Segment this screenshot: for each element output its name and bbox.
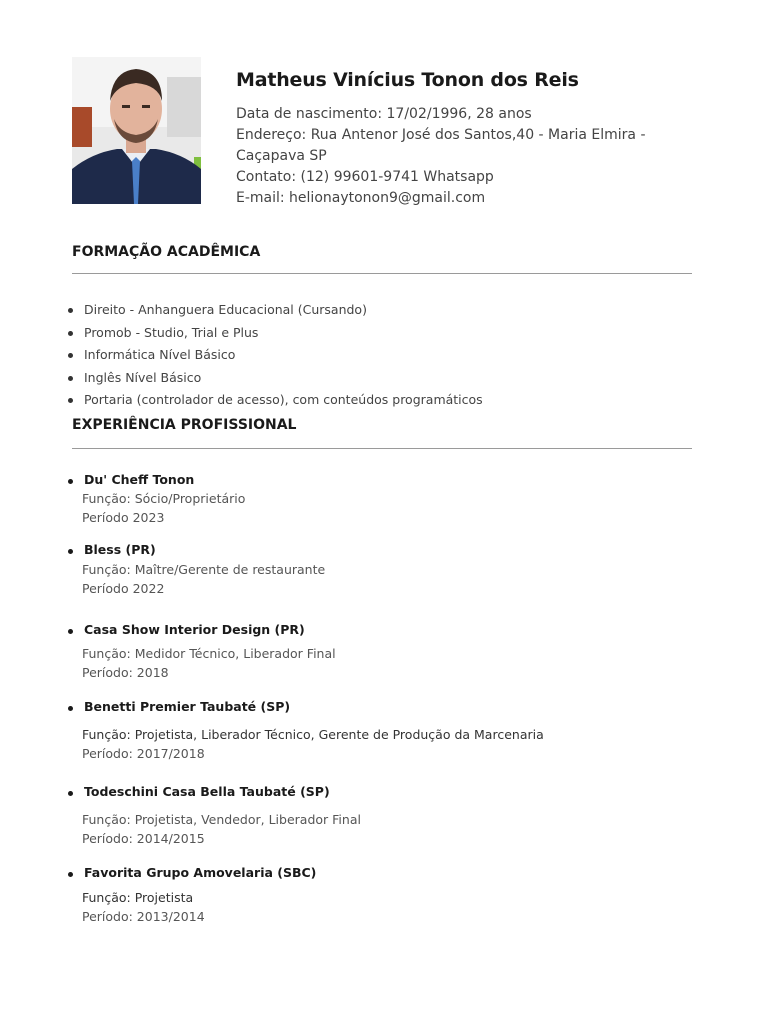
education-heading: FORMAÇÃO ACADÊMICA [72, 244, 261, 260]
job-company: Favorita Grupo Amovelaria (SBC) [66, 865, 316, 880]
job-role: Função: Sócio/Proprietário [82, 491, 246, 506]
job-company: Du' Cheff Tonon [66, 472, 245, 487]
job-company: Bless (PR) [66, 542, 325, 557]
experience-heading: EXPERIÊNCIA PROFISSIONAL [72, 417, 297, 433]
job-role: Função: Medidor Técnico, Liberador Final [82, 646, 336, 661]
job-company: Benetti Premier Taubaté (SP) [66, 699, 544, 714]
birth-date: Data de nascimento: 17/02/1996, 28 anos [236, 106, 532, 122]
address-line-2: Caçapava SP [236, 148, 327, 164]
education-list [66, 299, 483, 412]
job-period: Período: 2018 [82, 665, 169, 680]
job-role: Função: Projetista [82, 890, 194, 905]
job-role: Função: Maître/Gerente de restaurante [82, 562, 326, 577]
job-period: Período: 2014/2015 [82, 831, 205, 846]
job-role: Função: Projetista, Liberador Técnico, Gerente de Produção da Marcenaria [82, 727, 544, 742]
contact-block [236, 104, 676, 209]
email: E-mail: helionaytonon9@gmail.com [236, 190, 486, 206]
job-role: Função: Projetista, Vendedor, Liberador Final [82, 812, 361, 827]
list-item: Promob - Studio, Trial e Plus [66, 322, 483, 345]
experience-divider [72, 448, 692, 449]
job-period: Período 2022 [82, 581, 165, 596]
job-entry [66, 622, 336, 682]
job-period: Período: 2017/2018 [82, 746, 205, 761]
education-divider [72, 273, 692, 274]
phone: Contato: (12) 99601-9741 Whatsapp [236, 169, 494, 185]
person-portrait-icon [72, 57, 201, 204]
profile-photo [72, 57, 201, 204]
candidate-name: Matheus Vinícius Tonon dos Reis [236, 69, 579, 91]
job-entry [66, 784, 361, 848]
job-entry [66, 865, 316, 926]
job-entry [66, 472, 245, 527]
list-item: Direito - Anhanguera Educacional (Cursando) [66, 299, 483, 322]
job-period: Período 2023 [82, 510, 165, 525]
list-item: Inglês Nível Básico [66, 367, 483, 390]
address-line-1: Endereço: Rua Antenor José dos Santos,40 - Maria Elmira - [236, 127, 646, 143]
job-entry [66, 699, 544, 763]
job-period: Período: 2013/2014 [82, 909, 205, 924]
list-item: Portaria (controlador de acesso), com conteúdos programáticos [66, 389, 483, 412]
list-item: Informática Nível Básico [66, 344, 483, 367]
job-company: Todeschini Casa Bella Taubaté (SP) [66, 784, 361, 799]
job-company: Casa Show Interior Design (PR) [66, 622, 336, 637]
job-entry [66, 542, 325, 598]
